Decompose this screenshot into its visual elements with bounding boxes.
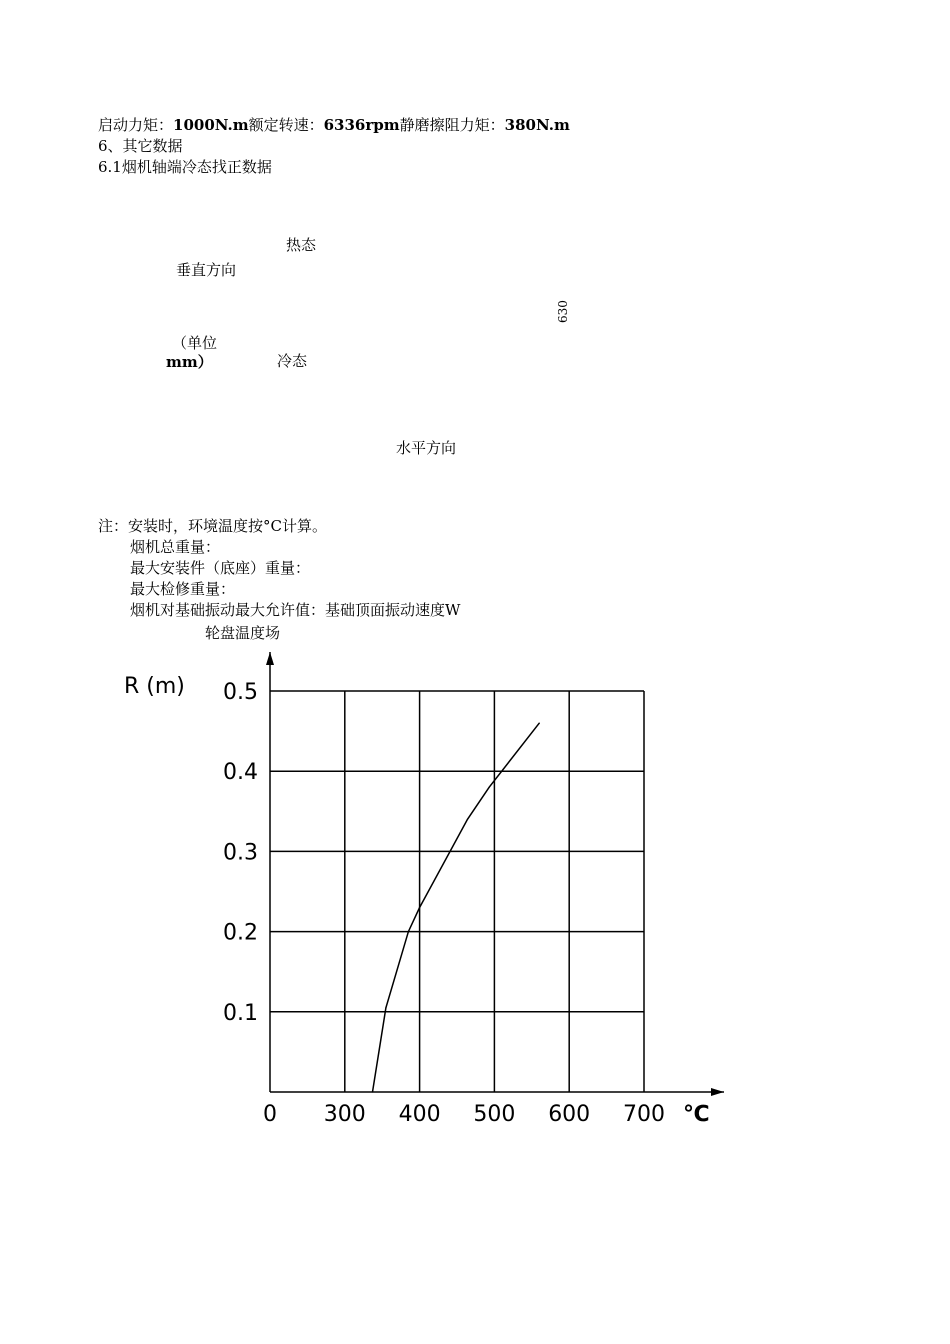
diagram-horizontal-label: 水平方向: [396, 439, 457, 457]
static-friction-value: 380N.m: [504, 116, 570, 134]
data-point: [489, 787, 490, 788]
data-point: [408, 931, 409, 932]
diagram-hot-label: 热态: [286, 236, 317, 254]
diagram-vertical-label: 垂直方向: [176, 261, 237, 279]
section-6-1-heading: 6.1烟机轴端冷态找正数据: [98, 158, 272, 176]
x-tick-label: 600: [548, 1102, 591, 1127]
starting-torque-value: 1000N.m: [173, 116, 249, 134]
data-point: [372, 1091, 373, 1092]
diagram-unit-label-a: （单位: [172, 334, 218, 352]
rated-speed-label: 额定转速：: [248, 116, 324, 134]
max-repair-weight-line: 最大检修重量：: [130, 580, 236, 598]
chart-grid: [270, 691, 644, 1092]
chart-series: [372, 722, 540, 1092]
diagram-630-label: 630: [556, 300, 570, 323]
y-axis-arrow: [266, 652, 274, 665]
starting-torque-label: 启动力矩：: [98, 116, 174, 134]
x-tick-label: 700: [623, 1102, 665, 1127]
y-tick-label: 0.5: [223, 680, 258, 705]
chart-title: 轮盘温度场: [205, 624, 281, 642]
x-axis-arrow: [711, 1088, 724, 1096]
x-tick-label: 300: [323, 1102, 366, 1127]
rated-speed-value: 6336rpm: [323, 116, 400, 134]
y-tick-label: 0.2: [223, 920, 258, 946]
y-tick-label: 0.3: [223, 840, 258, 866]
section-6-heading: 6、其它数据: [98, 137, 183, 155]
x-tick-label: 500: [473, 1102, 516, 1127]
x-tick-label: 0: [263, 1102, 277, 1127]
data-line: [373, 723, 540, 1092]
chart-labels: [124, 674, 710, 1127]
y-axis-label: R (m): [124, 674, 185, 699]
static-friction-label: 静磨擦阻力矩：: [399, 116, 505, 134]
vibration-limit-line: 烟机对基础振动最大允许值：基础顶面振动速度W: [130, 601, 461, 619]
max-install-weight-line: 最大安装件（底座）重量：: [130, 559, 311, 577]
y-tick-label: 0.1: [223, 1000, 258, 1026]
x-axis-unit-label: ℃: [683, 1102, 710, 1127]
x-tick-label: 400: [398, 1102, 441, 1127]
y-tick-label: 0.4: [223, 760, 258, 786]
data-point: [467, 819, 468, 820]
total-weight-line: 烟机总重量：: [130, 538, 221, 556]
data-point: [539, 722, 540, 723]
diagram-unit-label-b: mm）: [166, 353, 213, 371]
data-point: [419, 907, 420, 908]
diagram-cold-label: 冷态: [277, 352, 308, 370]
data-point: [385, 1007, 386, 1008]
note-line: 注：安装时，环境温度按°C计算。: [98, 517, 327, 535]
